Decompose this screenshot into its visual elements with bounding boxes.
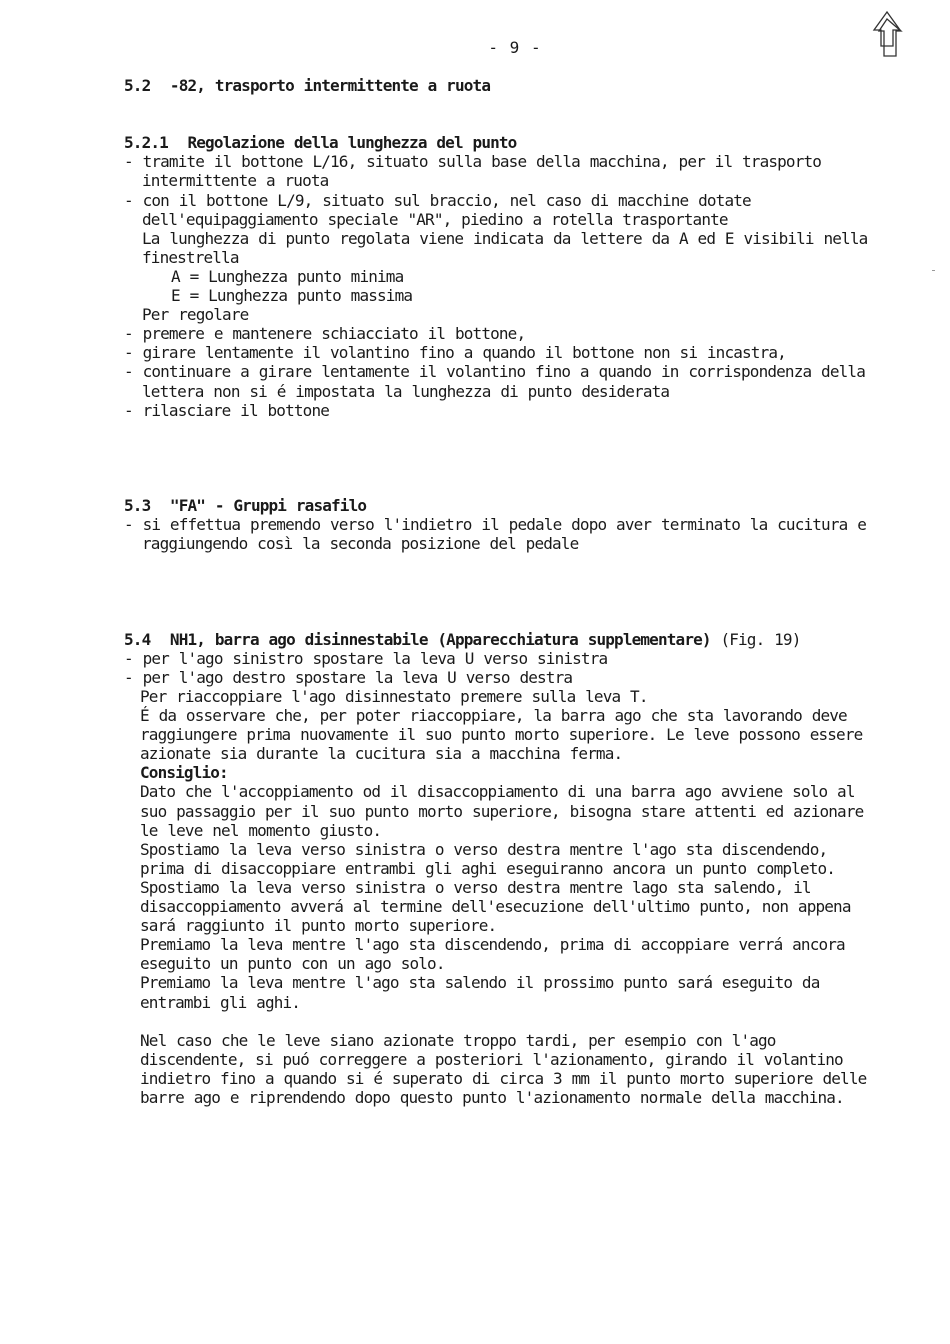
tip-line: Spostiamo la leva verso sinistra o verso destra mentre l'ago sta discendendo, <box>140 839 828 859</box>
text-line: finestrella <box>142 247 239 267</box>
text-line: - per l'ago sinistro spostare la leva U verso sinistra <box>124 648 608 668</box>
section-5-2-1-title: 5.2.1 Regolazione della lunghezza del punto <box>124 133 517 153</box>
tip-line: prima di disaccoppiare entrambi gli aghi eseguiranno ancora un punto completo. <box>140 858 836 878</box>
text-line: raggiungere prima nuovamente il suo punto morto superiore. Le leve possono essere <box>140 725 863 745</box>
double-up-arrow-icon[interactable] <box>870 10 904 62</box>
closing-line: discendente, si puó correggere a posteriori l'azionamento, girando il volantino <box>140 1049 843 1069</box>
section-5-3-title: 5.3 "FA" - Gruppi rasafilo <box>124 496 367 516</box>
text-line: É da osservare che, per poter riaccoppiare, la barra ago che sta lavorando deve <box>140 706 847 726</box>
tip-line: le leve nel momento giusto. <box>140 820 382 840</box>
page-number: - 9 - <box>488 38 542 57</box>
scan-mark <box>932 270 935 271</box>
text-line: azionate sia durante la cucitura sia a macchina ferma. <box>140 744 623 764</box>
text-line: A = Lunghezza punto minima <box>171 266 404 286</box>
closing-line: barre ago e riprendendo dopo questo punto l'azionamento normale della macchina. <box>140 1087 844 1107</box>
text-line: E = Lunghezza punto massima <box>171 286 413 306</box>
section-5-4-title-text: 5.4 NH1, barra ago disinnestabile (Apparecchiatura supplementare) <box>124 629 711 649</box>
text-line: - girare lentamente il volantino fino a quando il bottone non si incastra, <box>124 343 786 363</box>
text-line: Per riaccoppiare l'ago disinnestato premere sulla leva T. <box>140 687 648 706</box>
section-5-4-title <box>124 630 924 649</box>
tip-line: suo passaggio per il suo punto morto superiore, bisogna stare attenti ed azionare <box>140 801 864 821</box>
text-line: raggiungendo così la seconda posizione del pedale <box>142 534 579 554</box>
text-line: - per l'ago destro spostare la leva U verso destra <box>124 667 573 687</box>
text-line: - premere e mantenere schiacciato il bottone, <box>124 324 526 344</box>
tip-line: disaccoppiamento avverá al termine dell'esecuzione dell'ultimo punto, non appena <box>140 897 851 917</box>
tip-line: Premiamo la leva mentre l'ago sta salendo il prossimo punto sará eseguito da <box>140 973 820 993</box>
tip-line: eseguito un punto con un ago solo. <box>140 954 445 974</box>
text-line: - con il bottone L/9, situato sul braccio, nel caso di macchine dotate <box>124 190 751 210</box>
text-line: - continuare a girare lentamente il volantino fino a quando in corrispondenza della <box>124 362 865 382</box>
section-5-2-title: 5.2 -82, trasporto intermittente a ruota <box>124 76 491 95</box>
tip-line: Spostiamo la leva verso sinistra o verso destra mentre lago sta salendo, il <box>140 877 811 897</box>
text-line: La lunghezza di punto regolata viene indicata da lettere da A ed E visibili nella <box>142 228 868 248</box>
text-line: dell'equipaggiamento speciale "AR", piedino a rotella trasportante <box>142 209 728 229</box>
tip-line: Premiamo la leva mentre l'ago sta discendendo, prima di accoppiare verrá ancora <box>140 935 845 955</box>
text-line: Per regolare <box>142 305 249 325</box>
figure-reference: (Fig. 19) <box>710 629 801 649</box>
text-line: intermittente a ruota <box>142 171 329 191</box>
text-line: - si effettua premendo verso l'indietro il pedale dopo aver terminato la cucitura e <box>124 515 866 535</box>
closing-line: indietro fino a quando si é superato di circa 3 mm il punto morto superiore delle <box>140 1068 867 1088</box>
text-line: lettera non si é impostata la lunghezza di punto desiderata <box>142 381 670 401</box>
tip-line: sará raggiunto il punto morto superiore. <box>140 916 497 936</box>
text-line: - rilasciare il bottone <box>124 400 330 420</box>
tip-line: Dato che l'accoppiamento od il disaccoppiamento di una barra ago avviene solo al <box>140 782 855 802</box>
text-line: - tramite il bottone L/16, situato sulla base della macchina, per il trasporto <box>124 152 822 172</box>
closing-line: Nel caso che le leve siano azionate troppo tardi, per esempio con l'ago <box>140 1030 776 1050</box>
tip-line: entrambi gli aghi. <box>140 992 301 1012</box>
tip-title: Consiglio: <box>140 763 228 783</box>
document-body <box>124 76 924 1107</box>
